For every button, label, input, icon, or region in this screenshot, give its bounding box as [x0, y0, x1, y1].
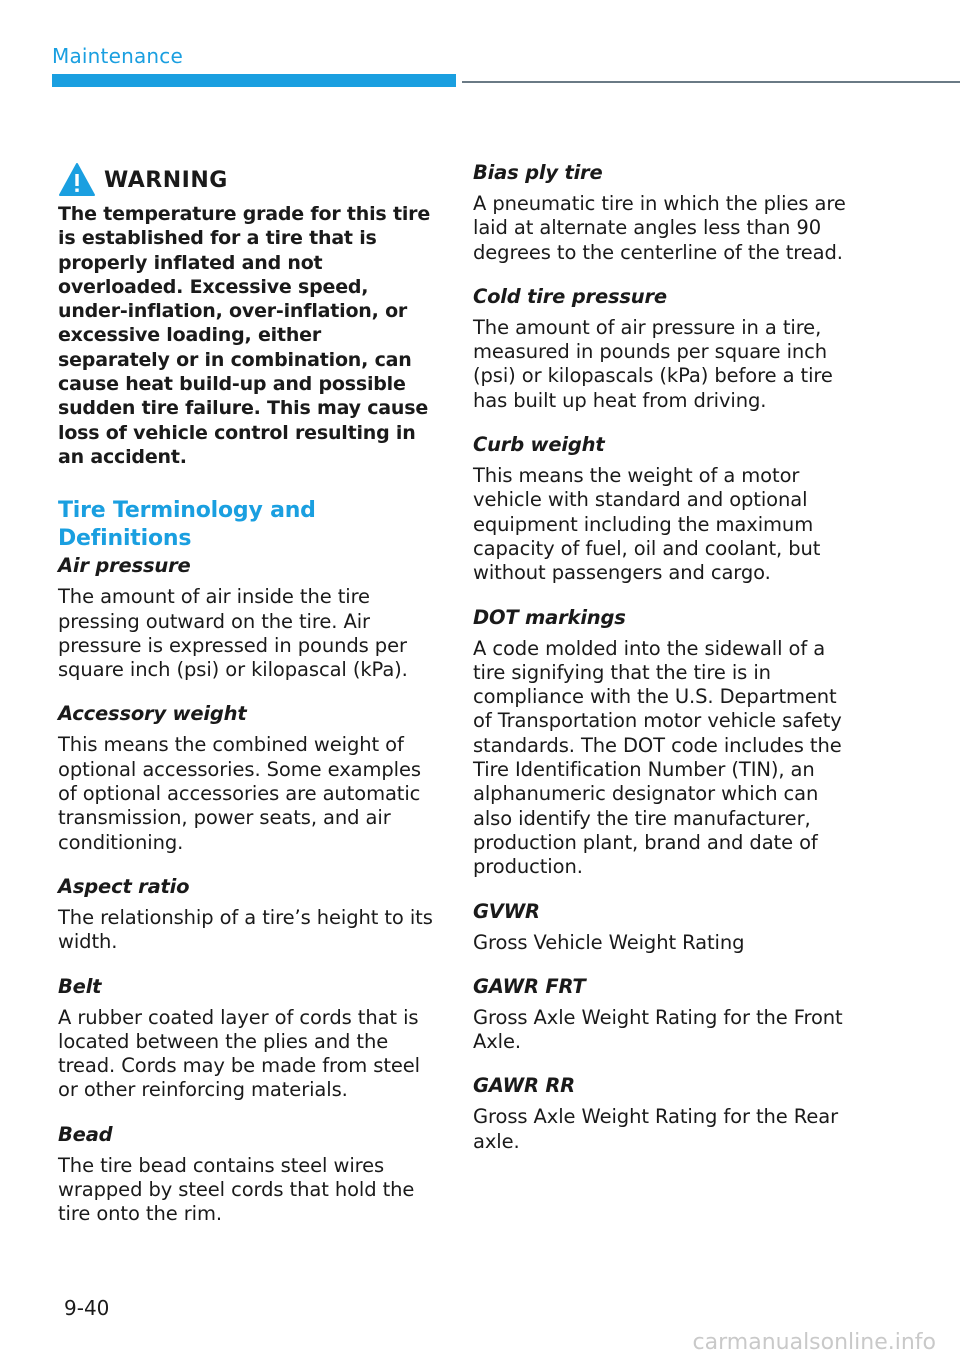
term-definition: This means the combined weight of optional accessories. Some examples of optional accessories are automatic transmission, power seats, and air conditioning.: [58, 733, 421, 854]
term-item: [473, 605, 858, 880]
term-title: GAWR FRT: [473, 974, 586, 998]
term-title: Bead: [58, 1122, 113, 1146]
term-item: [473, 432, 858, 585]
term-item: [58, 974, 438, 1103]
term-definition: The tire bead contains steel wires wrapped by steel cords that hold the tire onto the rim.: [58, 1153, 415, 1226]
left-term-list: [58, 553, 438, 1226]
term-definition: The amount of air inside the tire pressing outward on the tire. Air pressure is expressed in pounds per square inch (psi) or kilopascal (kPa).: [58, 585, 408, 682]
term-title: Curb weight: [473, 433, 605, 457]
term-definition: The relationship of a tire’s height to its width.: [58, 905, 433, 954]
term-title: Aspect ratio: [58, 874, 190, 898]
term-item: [58, 553, 438, 682]
term-item: [473, 284, 858, 413]
term-definition: Gross Vehicle Weight Rating: [473, 930, 745, 954]
term-item: [58, 1122, 438, 1227]
term-item: [58, 701, 438, 854]
term-definition: Gross Axle Weight Rating for the Rear axle.: [473, 1105, 838, 1153]
term-definition: The amount of air pressure in a tire, measured in pounds per square inch (psi) or kilopascals (kPa) before a tire has built up heat from driving.: [473, 315, 833, 412]
warning-text: The temperature grade for this tire is established for a tire that is properly inflated and not overloaded. Excessive speed, under-inflation, over-inflation, or excessive loading, either separately or in combination, can cause heat build-up and possible sudden tire failure. This may cause loss of vehicle control resulting in an accident.: [58, 203, 431, 468]
term-item: [58, 874, 438, 955]
term-definition: A code molded into the sidewall of a tire signifying that the tire is in compliance with the U.S. Department of Transportation motor vehicle safety standards. The DOT code includes the Tire Identification Number (TIN), an alphanumeric designator which can also identify the tire manufacturer, production plant, brand and date of production.: [473, 636, 842, 879]
watermark: carmanualsonline.info: [692, 1330, 936, 1355]
term-title: Cold tire pressure: [473, 284, 667, 308]
term-item: [473, 1073, 858, 1154]
header-rule-gray: [462, 81, 960, 83]
term-definition: This means the weight of a motor vehicle with standard and optional equipment including the maximum capacity of fuel, oil and coolant, but without passengers and cargo.: [473, 464, 821, 585]
term-item: [473, 160, 858, 265]
term-title: GAWR RR: [473, 1074, 575, 1098]
header-rule-accent: [52, 74, 456, 87]
right-column: [473, 160, 858, 1154]
term-title: Bias ply tire: [473, 161, 603, 184]
term-title: GVWR: [473, 899, 540, 923]
page-number: 9-40: [64, 1296, 110, 1320]
term-title: Belt: [58, 974, 102, 998]
term-definition: A pneumatic tire in which the plies are laid at alternate angles less than 90 degrees to the centerline of the tread.: [473, 192, 846, 264]
term-item: [473, 974, 858, 1055]
warning-triangle-icon: [58, 162, 96, 198]
term-item: [473, 899, 858, 955]
header-title: Maintenance: [52, 44, 183, 68]
term-definition: Gross Axle Weight Rating for the Front Axle.: [473, 1005, 843, 1054]
section-title: Tire Terminology and Definitions: [58, 498, 316, 552]
term-title: Accessory weight: [58, 702, 247, 726]
term-title: DOT markings: [473, 605, 626, 629]
term-definition: A rubber coated layer of cords that is located between the plies and the tread. Cords may be made from steel or other reinforcing materials.: [58, 1005, 420, 1102]
warning-heading: [58, 160, 438, 200]
term-title: Air pressure: [58, 554, 191, 578]
warning-label: WARNING: [104, 167, 228, 193]
left-column: [58, 160, 438, 1227]
